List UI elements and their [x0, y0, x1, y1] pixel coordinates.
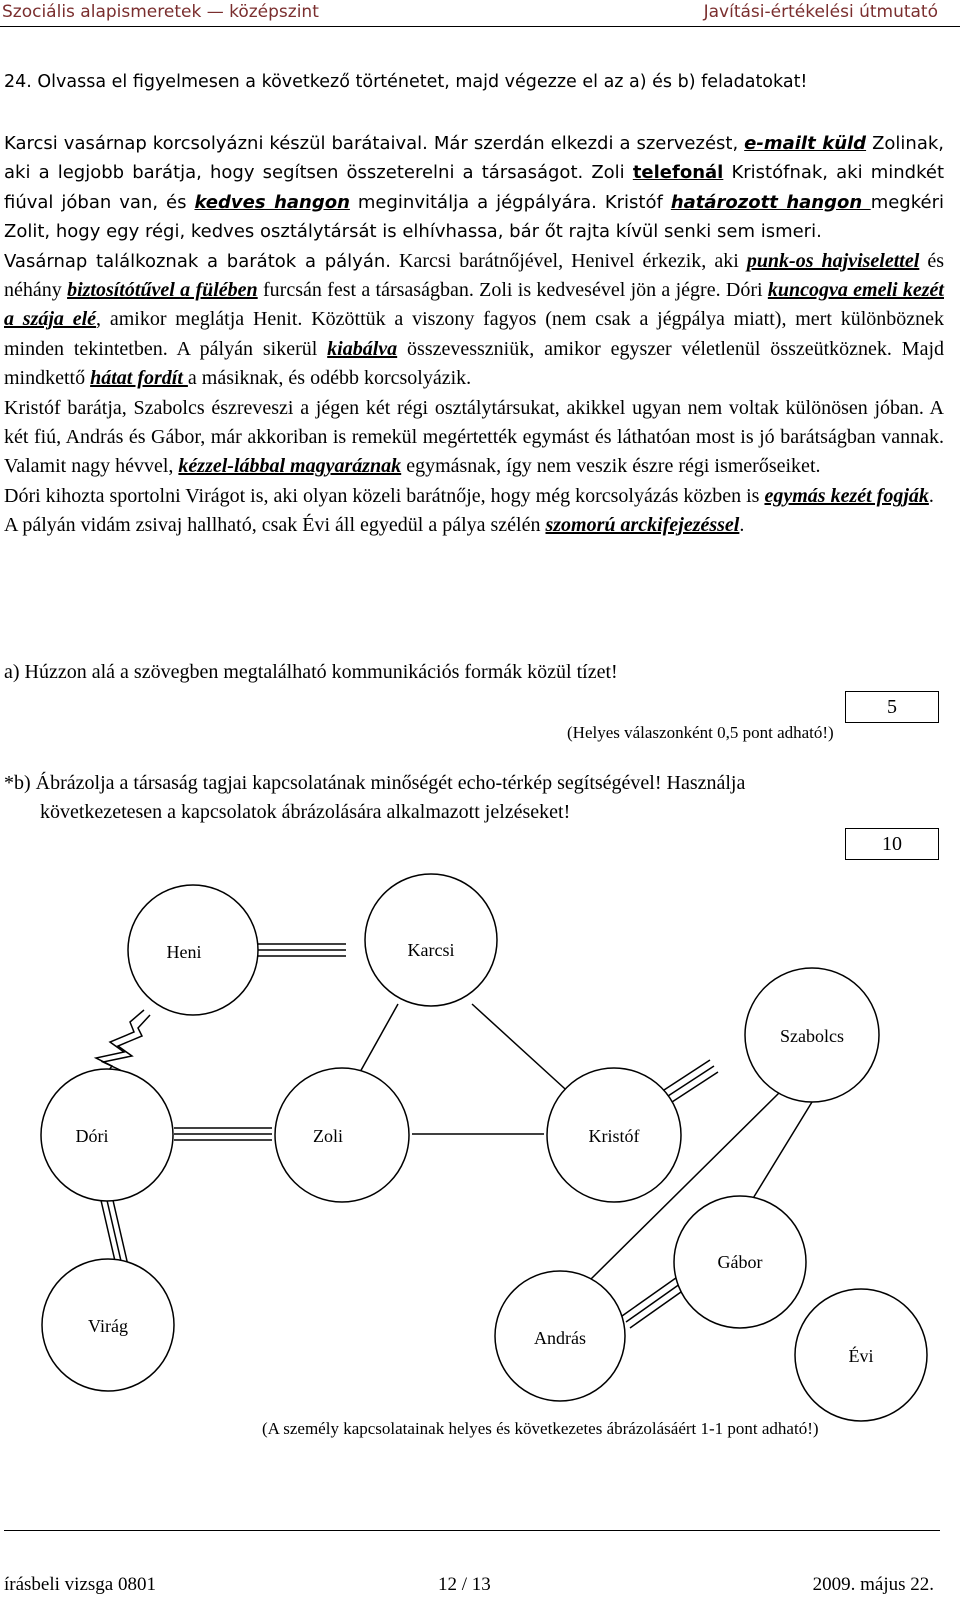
underlined-form: kiabálva: [327, 337, 398, 360]
label-dori: Dóri: [75, 1126, 109, 1146]
underlined-form: egymás kezét fogják: [764, 484, 929, 507]
underlined-form: kedves hangon: [194, 191, 350, 213]
label-heni: Heni: [166, 942, 202, 962]
footer-right: 2009. május 22.: [812, 1574, 934, 1595]
label-virag: Virág: [88, 1316, 128, 1336]
footer-rule: [4, 1530, 940, 1531]
task-a-text: a) Húzzon alá a szövegben megtalálható kommunikációs formák közül tízet!: [4, 661, 618, 683]
underlined-form: kézzel-lábbal magyaráznak: [178, 455, 402, 478]
underlined-form: telefonál: [632, 162, 724, 184]
label-zoli: Zoli: [313, 1126, 343, 1146]
underlined-form: e-mailt küld: [744, 133, 867, 154]
label-andras: András: [534, 1328, 586, 1348]
task-b-line-1: *b) Ábrázolja a társaság tagjai kapcsolatának minőségét echo-térkép segítségével! Használja: [4, 772, 746, 794]
edge-szabolcs-gabor: [752, 1102, 812, 1200]
question-title: 24. Olvassa el figyelmesen a következő történetet, majd végezze el az a) és b) feladatokat!: [4, 72, 808, 92]
task-b-points-box: 10: [845, 828, 939, 860]
underlined-form: szomorú arckifejezéssel: [545, 514, 740, 537]
label-szabolcs: Szabolcs: [780, 1026, 844, 1046]
edge-karcsi-kristof: [472, 1004, 575, 1098]
underlined-form: hátat fordít: [90, 367, 188, 390]
underlined-form: kuncogva emeli kezét a szája elé: [4, 279, 944, 331]
story-paragraph-1: Karcsi vasárnap korcsolyázni készül barátaival. Már szerdán elkezdi a szervezést, e-mailt küld Zolinak, aki a legjobb barátja, hogy segítsen összeterelni a társaságot. Zoli telefonál Kristófnak, aki mindkét fiúval jóban van, és kedves hangon meginvitálja a jégpályára. Kristóf határozott hangon megkéri Zolit, hogy egy régi, kedves osztálytársát is elhívhassa, bár őt rajta kívül senki sem ismeri.: [4, 133, 945, 243]
footer-left: írásbeli vizsga 0801: [4, 1574, 156, 1595]
edge-kristof-szabolcs: [664, 1060, 710, 1090]
header-right: Javítási-értékelési útmutató: [703, 2, 938, 22]
story-paragraph-3: Kristóf barátja, Szabolcs észreveszi a jégen két régi osztálytársukat, akikkel ugyan nem voltak különösen jóban. A két fiú, András és Gábor, már akkoriban is remekül megértették egymást és láthatóan most is jó barátságban vannak. Valamit nagy hévvel, kézzel-lábbal magyaráznak egymásnak, így nem veszik észre régi ismerőseiket.: [4, 396, 944, 478]
footer-center: 12 / 13: [438, 1574, 491, 1595]
task-a-points-box: 5: [845, 691, 939, 723]
label-kristof: Kristóf: [588, 1126, 640, 1146]
story-paragraph-4: Dóri kihozta sportolni Virágot is, aki olyan közeli barátnője, hogy még korcsolyázás közben is egymás kezét fogják.: [4, 484, 934, 507]
story-paragraph-2: Vasárnap találkoznak a barátok a pályán. Karcsi barátnőjével, Henivel érkezik, aki punk-os hajviselettel és néhány biztosítótűvel a fülében furcsán fest a társaságban. Zoli is kedvesével jön a jégre. Dóri kuncogva emeli kezét a szája elé, amikor meglátja Henit. Közöttük a viszony fagyos (nem csak a jégpálya miatt), mert különböznek minden tekintetben. A pályán sikerül kiabálva összevesszniük, amikor egyszer véletlenül összeütköznek. Majd mindkettő hátat fordít a másiknak, és odébb korcsolyázik.: [4, 249, 945, 390]
header-left: Szociális alapismeretek — középszint: [2, 2, 319, 22]
diagram-note: (A személy kapcsolatainak helyes és következetes ábrázolásáért 1-1 pont adható!): [262, 1419, 819, 1438]
label-karcsi: Karcsi: [407, 940, 455, 960]
label-evi: Évi: [848, 1346, 874, 1366]
label-gabor: Gábor: [717, 1252, 763, 1272]
story-paragraph-5: A pályán vidám zsivaj hallható, csak Évi áll egyedül a pálya szélén szomorú arckifejezéssel.: [4, 514, 745, 537]
task-b-line-2: következetesen a kapcsolatok ábrázolására alkalmazott jelzéseket!: [40, 801, 571, 823]
task-a-note: (Helyes válaszonként 0,5 pont adható!): [567, 723, 834, 742]
underlined-form: biztosítótűvel a fülében: [67, 279, 258, 302]
underlined-form: határozott hangon: [670, 191, 871, 213]
underlined-form: punk-os hajviselettel: [746, 249, 920, 272]
